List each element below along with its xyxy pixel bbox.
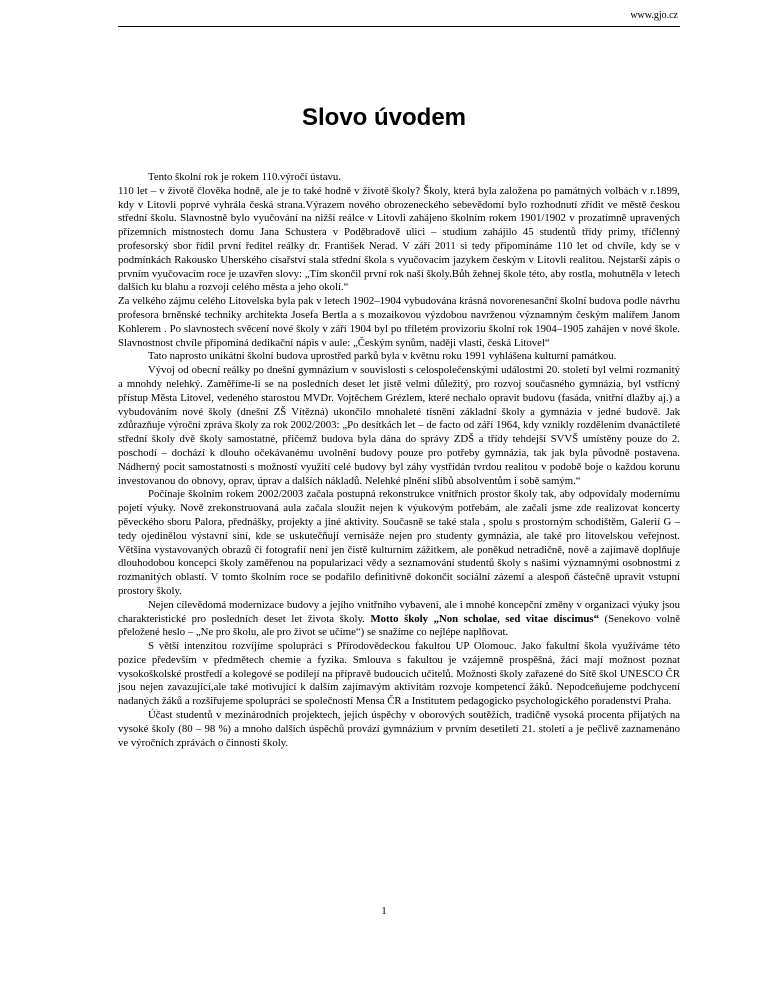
paragraph-text: Nejen cílevědomá modernizace budovy a jejího vnitřního vybavení, ale i mnohé koncepční změny v organizaci výuky jsou charakteristické pro posledních deset let života školy. — [118, 598, 680, 625]
paragraph: Tato naprosto unikátní školní budova uprostřed parků byla v květnu roku 1991 vyhlášena kulturní památkou. — [148, 350, 617, 363]
paragraph — [118, 599, 680, 640]
paragraph: S větší intenzitou rozvíjíme spolupráci s Přírodovědeckou fakultou UP Olomouc. Jako fakultní škola využíváme této pozice především v předmětech chemie a fyzika. Smlouva s fakultou je vzájemně prospěšná, žáci mají možnost poznat vysokoškolské prostředí a kolegové se podílejí na přípravě budoucích učitelů. Možnosti školy zařazené do Sítě škol UNESCO ČR jsou nejen zavazující,ale také motivující k dalším zajímavým aktivitám rozvoje kompetencí žáků. Nepodceňujeme podchycení nadaných žáků a rozšiřujeme spolupráci se společností Mensa ČR a Institutem pedagogicko psychologického poradenství Praha. — [118, 640, 680, 708]
page-title: Slovo úvodem — [301, 104, 467, 131]
header-url: www.gjo.cz — [630, 10, 678, 21]
header-divider — [118, 26, 680, 27]
page-number: 1 — [381, 905, 387, 917]
paragraph: Účast studentů v mezinárodních projektech, jejich úspěchy v oborových soutěžích, tradičně vysoká procenta přijatých na vysoké školy (80 – 98 %) a mnoho dalších úspěchů provází gymnázium v prvním desetiletí 21. století a je pečlivě zaznamenáno ve výročních zprávách o činnosti školy. — [118, 709, 680, 749]
paragraph: Za velkého zájmu celého Litovelska byla pak v letech 1902–1904 vybudována krásná novorenesanční školní budova podle návrhu profesora brněnské techniky architekta Josefa Bertla a s mozaikovou výzdobou navrženou významným českým malířem Janom Kohlerem . Po slavnostech svěcení nové školy v září 1904 byl po tříletém provizoriu školní rok 1904–1905 zahájen v nové škole. Slavnostnost chvíle připomíná dedikační nápis v aule: „Českým synům, naději vlasti, česká Litovel“ — [118, 295, 680, 349]
school-motto: Motto školy „Non scholae, sed vitae discimus“ — [370, 612, 599, 625]
paragraph: Tento školní rok je rokem 110.výročí ústavu. — [148, 171, 341, 183]
paragraph: Vývoj od obecní reálky po dnešní gymnázium v souvislosti s celospolečenskými událostmi 20. století byl velmi rozmanitý a mnohdy nelehký. Zaměříme-li se na posledních deset let jistě velmi důležitý, pro rozvoj současného gymnázia, byl vstřícný přístup Města Litovel, vedeného starostou MVDr. Vojtěchem Grézlem, které nechalo opravit budovu (fasáda, vnitřní dlažby aj.) a vybudováním nové školy (dnešní ZŠ Vítězná) ukončilo mnohaleté tísnění základní školy a gymnázia v jedné budově. Jak zdůrazňuje výroční zpráva školy za rok 2002/2003: „Po desítkách let – de facto od září 1964, kdy vznikly rozdělením dvanáctileté střední školy dvě školy samostatné, přičemž budova byla dána do správy ZDŠ a třídy tehdejší SVVŠ umístěny pouze do 2. poschodí – dochází k dlouho očekávanému uvolnění budovy pouze pro potřeby gymnázia, tak jak byla původně postavena. Nádherný pocit samostatnosti s možností využití celé budovy byl záhy vystřídán tvrdou realitou v podobě boje o každou korunu investovanou do obnovy, oprav, úprav a dalších nákladů. Nelehké plnění slibů absolventům i sobě samým.“ — [118, 364, 680, 487]
paragraph: 110 let – v životě člověka hodně, ale je to také hodně v životě školy? Školy, která byla založena po památných volbách v r.1899, kdy v Litovli poprvé vyhrála česká strana.Výrazem nového obrozeneckého sebevědomí bylo rozhodnutí zřídit ve městě českou střední školu. Slavnostně bylo vyučování na nižší reálce v Litovli zahájeno školním rokem 1901/1902 v prozatímně upravených přízemních místnostech domu Jana Schustera v Poděbradově ulici – studium zahájilo 45 studentů třídy primy, tříčlenný profesorský sbor řídil první ředitel reálky dr. František Nerad. V září 2011 si tedy připomínáme 110 let od chvíle, kdy se v podmínkách Rakousko Uherského císařství stala střední škola s vyučovacím jazykem českým v Litovli realitou. Nejstarší zápis o prvním vyučovacím roce je uzavřen slovy: „Tím skončil první rok naší školy.Bůh žehnej škole této, aby rostla, mohutněla v letech dalších ku blahu a rozvoji celého města a jeho okolí.“ — [118, 184, 680, 294]
paragraph: Počínaje školním rokem 2002/2003 začala postupná rekonstrukce vnitřních prostor školy tak, aby odpovídaly modernímu pojetí výuky. Nově zrekonstruovaná aula začala sloužit nejen k výukovým potřebám, ale začali jsme zde realizovat koncerty pěveckého sboru Palora, přednášky, projekty a jiné aktivity. Současně se také stala , spolu s prostorným schodištěm, Galerií G – tedy ojedinělou výstavní síní, kde se uskutečňují vernisáže nejen pro studenty gymnázia, ale také pro litovelskou veřejnost. Většina vystavovaných obrazů či fotografií není jen čistě kulturním zážitkem, ale poněkud netradičně, nově a zajímavě doplňuje dlouhodobou koncepci školy zaměřenou na popularizaci vědy a seznamování studentů školy s našimi významnými osobnostmi z rozmanitých oblastí. V tomto školním roce se podařilo definitivně dokončit sociální zázemí a alespoň částečně upravit vstupní prostory školy. — [118, 488, 680, 597]
paragraph-text: (Senekovo volně přeložené heslo – „Ne pro školu, ale pro život se učíme“) se snažíme co nejlépe naplňovat. — [118, 612, 680, 639]
article-body — [118, 171, 680, 750]
